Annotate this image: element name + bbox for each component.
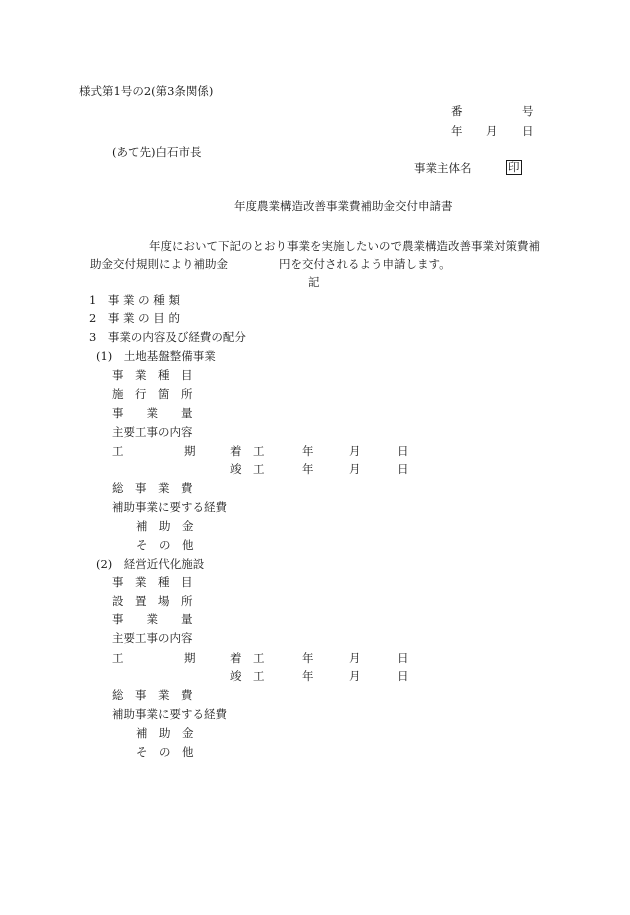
section-1-subsidy-cost: 補助事業に要する経費	[112, 500, 227, 514]
section-1-period-ko: 工	[112, 444, 124, 458]
section-1-start-day: 日	[397, 444, 409, 458]
entity-name-label: 事業主体名	[414, 161, 472, 175]
section-2-total-cost: 総 事 業 費	[112, 688, 193, 702]
section-2-other: そ の 他	[136, 745, 194, 759]
section-2-end-month: 月	[349, 669, 361, 683]
item-2: 2 事 業 の 目 的	[89, 311, 180, 325]
section-1-field-volume: 事 業 量	[112, 406, 193, 420]
number-label: 番	[451, 104, 463, 118]
section-2-period-ko: 工	[112, 651, 124, 665]
section-1-field-place: 施 行 箇 所	[112, 387, 193, 401]
seal-mark	[506, 160, 522, 175]
section-1-heading: (1) 土地基盤整備事業	[96, 349, 216, 363]
body-line-2b: 円を交付されるよう申請します。	[279, 257, 451, 271]
section-2-field-works: 主要工事の内容	[112, 631, 193, 645]
section-2-end-day: 日	[397, 669, 409, 683]
section-2-subsidy-cost: 補助事業に要する経費	[112, 707, 227, 721]
addressee: (あて先)白石市長	[112, 145, 202, 159]
section-2-end-label: 竣 工	[230, 669, 265, 683]
section-2-period-ki: 期	[184, 651, 196, 665]
section-1-end-year: 年	[302, 462, 314, 476]
section-1-other: そ の 他	[136, 538, 194, 552]
section-2-end-year: 年	[302, 669, 314, 683]
document-title: 年度農業構造改善事業費補助金交付申請書	[234, 199, 453, 213]
seal-text: 印	[508, 160, 520, 174]
section-2-field-place: 設 置 場 所	[112, 594, 193, 608]
section-2-start-label: 着 工	[230, 651, 265, 665]
section-1-start-month: 月	[349, 444, 361, 458]
body-line-1: 年度において下記のとおり事業を実施したいので農業構造改善事業対策費補	[149, 239, 540, 253]
section-1-field-works: 主要工事の内容	[112, 425, 193, 439]
section-1-end-day: 日	[397, 462, 409, 476]
section-1-end-label: 竣 工	[230, 462, 265, 476]
section-2-field-type: 事 業 種 目	[112, 575, 193, 589]
section-1-field-type: 事 業 種 目	[112, 368, 193, 382]
go-label: 号	[522, 104, 534, 118]
date-month-label: 月	[486, 124, 498, 138]
section-2-start-month: 月	[349, 651, 361, 665]
ki-heading: 記	[308, 275, 320, 289]
section-2-start-day: 日	[397, 651, 409, 665]
date-day-label: 日	[522, 124, 534, 138]
section-1-start-label: 着 工	[230, 444, 265, 458]
section-1-total-cost: 総 事 業 費	[112, 481, 193, 495]
item-3: 3 事業の内容及び経費の配分	[89, 330, 246, 344]
item-1: 1 事 業 の 種 類	[89, 293, 180, 307]
section-2-start-year: 年	[302, 651, 314, 665]
form-number: 様式第1号の2(第3条関係)	[79, 84, 214, 98]
section-1-end-month: 月	[349, 462, 361, 476]
section-1-period-ki: 期	[184, 444, 196, 458]
date-year-label: 年	[451, 124, 463, 138]
section-1-grant: 補 助 金	[136, 519, 194, 533]
section-2-heading: (2) 経営近代化施設	[96, 557, 205, 571]
section-2-grant: 補 助 金	[136, 726, 194, 740]
section-2-field-volume: 事 業 量	[112, 612, 193, 626]
body-line-2a: 助金交付規則により補助金	[90, 257, 228, 271]
section-1-start-year: 年	[302, 444, 314, 458]
